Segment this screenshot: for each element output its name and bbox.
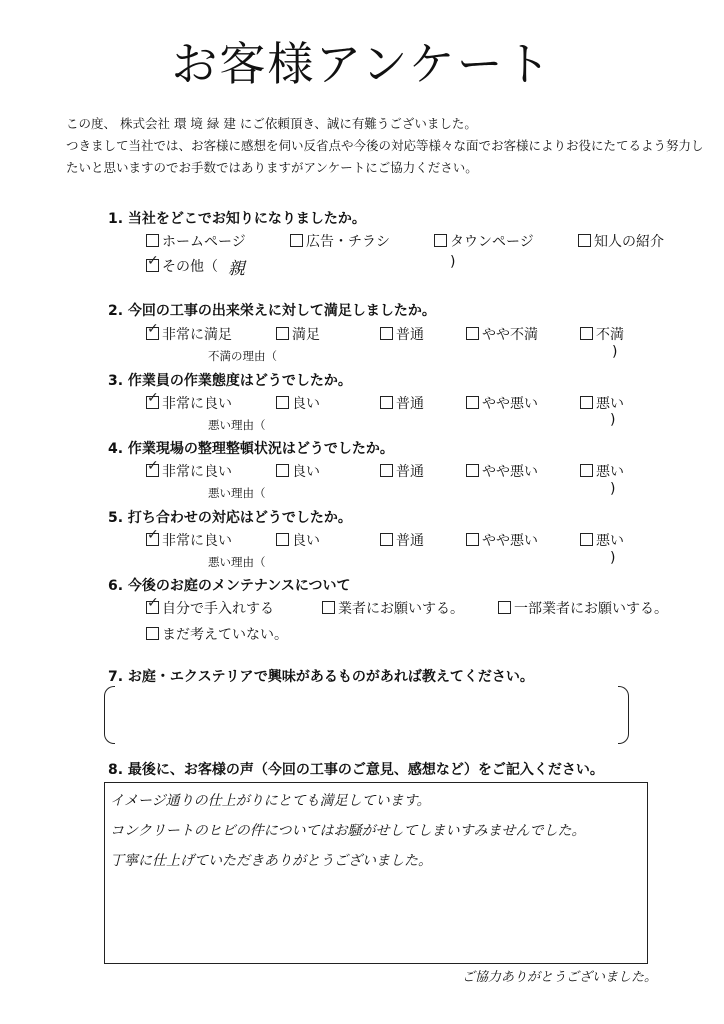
- q4-option-2[interactable]: 良い: [276, 461, 320, 481]
- q1-question: 1. 当社をどこでお知りになりましたか。: [108, 211, 366, 227]
- q4-question: 4. 作業現場の整理整頓状況はどうでしたか。: [108, 441, 394, 457]
- q8-answer-line-2: コンクリートのヒビの件についてはお騒がせしてしまいすみませんでした。: [110, 823, 586, 839]
- q6-question: 6. 今後のお庭のメンテナンスについて: [108, 578, 351, 594]
- q4-option-1[interactable]: ✓非常に良い: [146, 461, 232, 481]
- q6-option-contractor[interactable]: 業者にお願いする。: [322, 598, 464, 618]
- q1-option-flyer[interactable]: 広告・チラシ: [290, 231, 390, 251]
- checkbox[interactable]: [322, 601, 335, 614]
- q8-answer-line-1: イメージ通りの仕上がりにとても満足しています。: [110, 793, 431, 809]
- q3-option-3[interactable]: 普通: [380, 393, 424, 413]
- q5-option-5[interactable]: 悪い: [580, 530, 624, 550]
- q4-reason-label: 悪い理由（: [208, 486, 266, 500]
- checkbox[interactable]: [290, 234, 303, 247]
- thanks-note: ご協力ありがとうございました。: [462, 970, 658, 985]
- checkbox[interactable]: [466, 464, 479, 477]
- q8-answer-line-3: 丁寧に仕上げていただきありがとうございました。: [110, 853, 432, 869]
- q3-option-1[interactable]: ✓非常に良い: [146, 393, 232, 413]
- q2-option-3[interactable]: 普通: [380, 324, 424, 344]
- checkbox[interactable]: [580, 396, 593, 409]
- checkbox[interactable]: [466, 533, 479, 546]
- checkbox[interactable]: [466, 327, 479, 340]
- q6-option-partial[interactable]: 一部業者にお願いする。: [498, 598, 668, 618]
- q6-option-undecided[interactable]: まだ考えていない。: [146, 624, 288, 644]
- q2-option-1[interactable]: ✓非常に満足: [146, 324, 232, 344]
- q5-option-2[interactable]: 良い: [276, 530, 320, 550]
- q2-option-5[interactable]: 不満: [580, 324, 624, 344]
- checkbox[interactable]: [578, 234, 591, 247]
- q1-close-paren: ): [450, 254, 456, 270]
- checkbox-checked[interactable]: [146, 327, 159, 340]
- q1-option-referral[interactable]: 知人の紹介: [578, 231, 664, 251]
- checkbox[interactable]: [380, 533, 393, 546]
- q5-option-4[interactable]: やや悪い: [466, 530, 538, 550]
- q5-reason-label: 悪い理由（: [208, 555, 266, 569]
- q3-reason-close: ): [610, 412, 616, 428]
- q3-reason-label: 悪い理由（: [208, 418, 266, 432]
- checkbox-checked[interactable]: [146, 259, 159, 272]
- checkbox[interactable]: [146, 627, 159, 640]
- checkbox[interactable]: [580, 533, 593, 546]
- q7-bracket-right: [618, 686, 629, 744]
- checkbox-checked[interactable]: [146, 464, 159, 477]
- q2-question: 2. 今回の工事の出来栄えに対して満足しましたか。: [108, 303, 436, 319]
- q3-question: 3. 作業員の作業態度はどうでしたか。: [108, 373, 352, 389]
- checkbox[interactable]: [380, 464, 393, 477]
- q2-option-2[interactable]: 満足: [276, 324, 320, 344]
- intro-line-3: たいと思いますのでお手数ではありますがアンケートにご協力ください。: [66, 160, 478, 175]
- q3-option-4[interactable]: やや悪い: [466, 393, 538, 413]
- page-title: お客様アンケート: [171, 37, 553, 91]
- checkbox[interactable]: [498, 601, 511, 614]
- checkbox-checked[interactable]: [146, 396, 159, 409]
- q1-option-homepage[interactable]: ホームページ: [146, 231, 246, 251]
- q4-option-3[interactable]: 普通: [380, 461, 424, 481]
- q1-other-answer: 親: [228, 259, 245, 279]
- q7-question: 7. お庭・エクステリアで興味があるものがあれば教えてください。: [108, 669, 534, 685]
- q7-bracket-left: [104, 686, 115, 744]
- q6-option-self[interactable]: ✓自分で手入れする: [146, 598, 274, 618]
- checkbox-checked[interactable]: [146, 601, 159, 614]
- checkbox[interactable]: [146, 234, 159, 247]
- q5-option-3[interactable]: 普通: [380, 530, 424, 550]
- checkbox[interactable]: [276, 396, 289, 409]
- checkbox[interactable]: [580, 464, 593, 477]
- q2-option-4[interactable]: やや不満: [466, 324, 538, 344]
- q2-reason-label: 不満の理由（: [208, 349, 277, 363]
- checkbox[interactable]: [380, 396, 393, 409]
- checkbox-checked[interactable]: [146, 533, 159, 546]
- q3-option-5[interactable]: 悪い: [580, 393, 624, 413]
- checkbox[interactable]: [580, 327, 593, 340]
- q5-option-1[interactable]: ✓非常に良い: [146, 530, 232, 550]
- checkbox[interactable]: [276, 327, 289, 340]
- intro-line-2: つきまして当社では、お客様に感想を伺い反省点や今後の対応等様々な面でお客様によりお役にたてるよう努力し: [66, 138, 704, 153]
- q2-reason-close: ): [612, 344, 618, 360]
- q5-reason-close: ): [610, 550, 616, 566]
- q8-question: 8. 最後に、お客様の声（今回の工事のご意見、感想など）をご記入ください。: [108, 762, 604, 778]
- intro-line-1: この度、 株式会社 環 境 緑 建 にご依頼頂き、誠に有難うございました。: [66, 116, 477, 131]
- q5-question: 5. 打ち合わせの対応はどうでしたか。: [108, 510, 352, 526]
- checkbox[interactable]: [380, 327, 393, 340]
- checkbox[interactable]: [434, 234, 447, 247]
- q1-option-other[interactable]: ✓その他（: [146, 256, 218, 276]
- checkbox[interactable]: [466, 396, 479, 409]
- q4-option-5[interactable]: 悪い: [580, 461, 624, 481]
- q4-reason-close: ): [610, 481, 616, 497]
- q4-option-4[interactable]: やや悪い: [466, 461, 538, 481]
- q1-option-townpage[interactable]: タウンページ: [434, 231, 534, 251]
- q3-option-2[interactable]: 良い: [276, 393, 320, 413]
- checkbox[interactable]: [276, 533, 289, 546]
- checkbox[interactable]: [276, 464, 289, 477]
